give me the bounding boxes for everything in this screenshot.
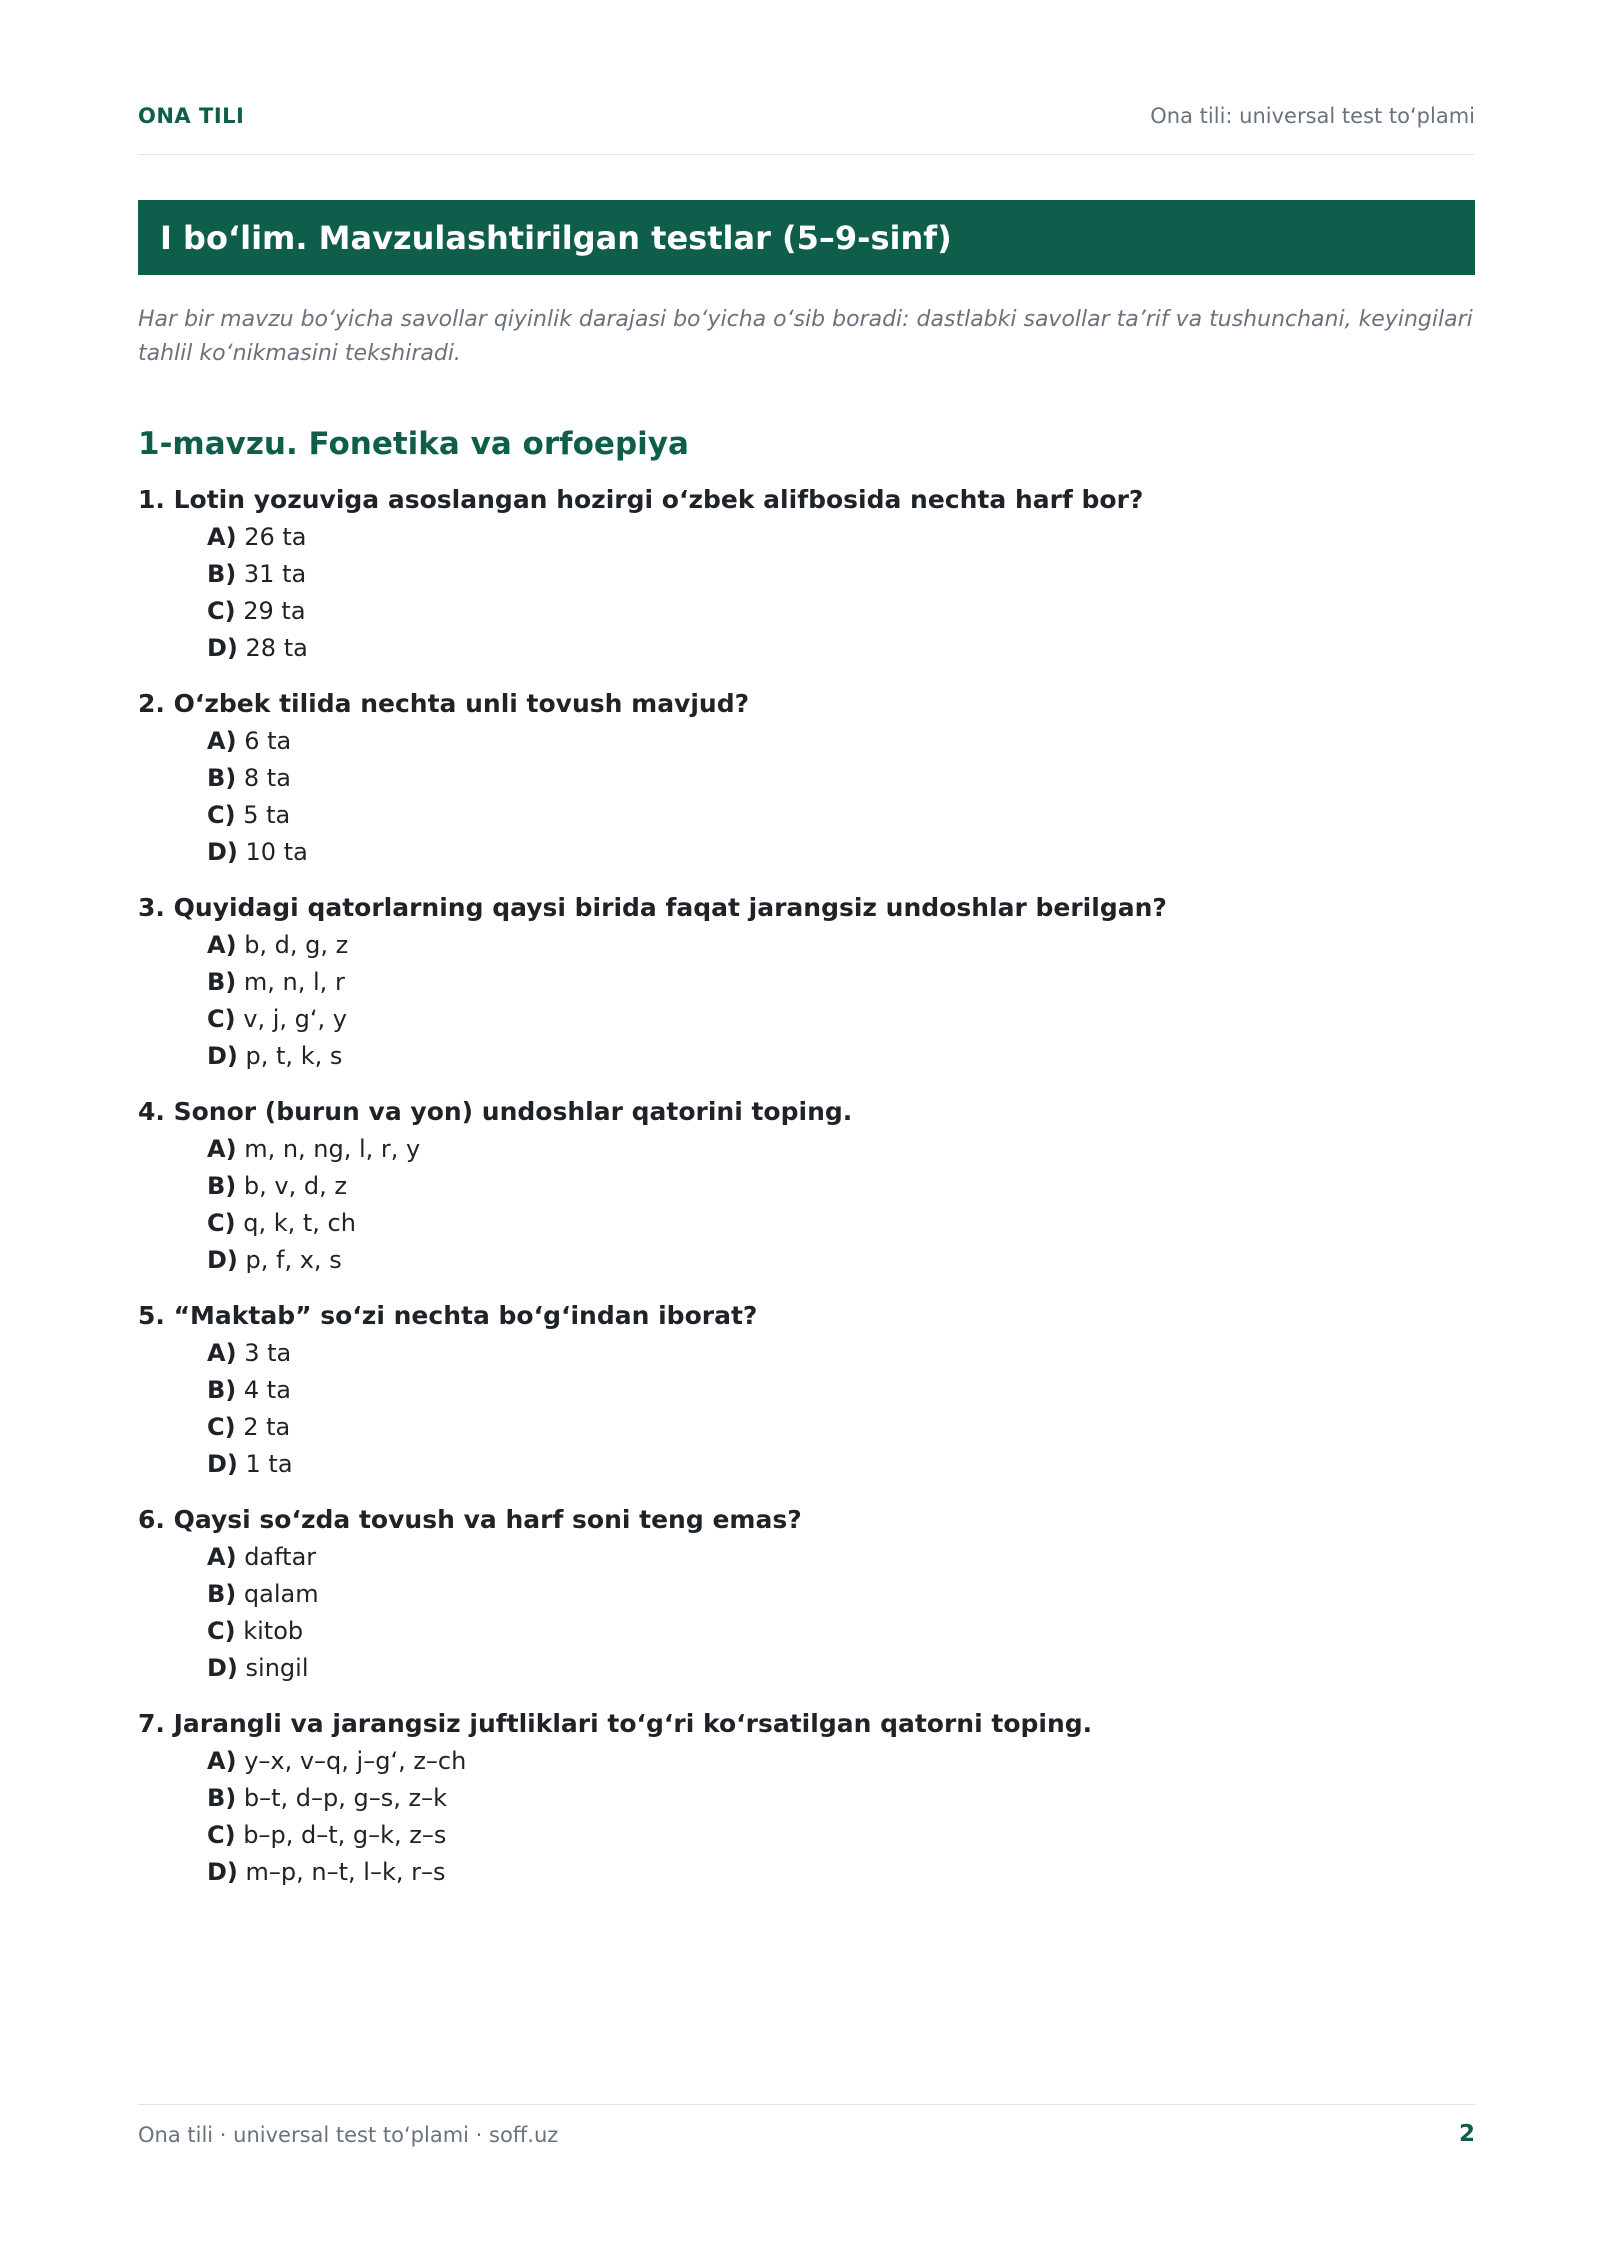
option-letter: D) — [207, 1858, 238, 1886]
option-text: b–p, d–t, g–k, z–s — [243, 1821, 447, 1849]
option-text: q, k, t, ch — [243, 1209, 356, 1237]
option-letter: B) — [207, 968, 237, 996]
option-text: m–p, n–t, l–k, r–s — [245, 1858, 446, 1886]
option-letter: C) — [207, 1005, 236, 1033]
option-text: m, n, ng, l, r, y — [244, 1135, 421, 1163]
option-letter: A) — [207, 727, 237, 755]
running-header — [138, 104, 1475, 155]
option-d — [207, 1242, 1475, 1279]
option-text: p, f, x, s — [245, 1246, 342, 1274]
option-text: 29 ta — [243, 597, 306, 625]
option-d — [207, 630, 1475, 667]
question-4 — [138, 1093, 1475, 1297]
option-d — [207, 834, 1475, 871]
option-text: y–x, v–q, j–g‘, z–ch — [244, 1747, 467, 1775]
option-letter: D) — [207, 1246, 238, 1274]
option-text: 28 ta — [245, 634, 308, 662]
option-letter: D) — [207, 1654, 238, 1682]
option-letter: C) — [207, 1617, 236, 1645]
option-letter: B) — [207, 560, 237, 588]
section-title: I bo‘lim. Mavzulashtirilgan testlar (5–9-sinf) — [160, 218, 952, 257]
option-b — [207, 1168, 1475, 1205]
option-list — [138, 723, 1475, 871]
question-list — [138, 481, 1475, 1909]
option-b — [207, 964, 1475, 1001]
option-letter: D) — [207, 838, 238, 866]
option-b — [207, 760, 1475, 797]
option-text: 2 ta — [243, 1413, 291, 1441]
option-b — [207, 1576, 1475, 1613]
option-a — [207, 1131, 1475, 1168]
option-list — [138, 519, 1475, 667]
question-text: 7. Jarangli va jarangsiz juftliklari to‘g‘ri ko‘rsatilgan qatorni toping. — [138, 1709, 1093, 1738]
option-c — [207, 1409, 1475, 1446]
option-letter: D) — [207, 1042, 238, 1070]
option-d — [207, 1446, 1475, 1483]
question-text: 5. “Maktab” so‘zi nechta bo‘g‘indan iborat? — [138, 1301, 758, 1330]
option-letter: A) — [207, 1543, 237, 1571]
question-text: 3. Quyidagi qatorlarning qaysi birida faqat jarangsiz undoshlar berilgan? — [138, 893, 1167, 922]
header-subject: ONA TILI — [138, 104, 245, 128]
option-text: 5 ta — [243, 801, 291, 829]
option-letter: B) — [207, 1784, 237, 1812]
option-text: daftar — [244, 1543, 317, 1571]
option-a — [207, 1743, 1475, 1780]
option-a — [207, 1335, 1475, 1372]
question-3 — [138, 889, 1475, 1093]
option-letter: B) — [207, 764, 237, 792]
option-letter: A) — [207, 1135, 237, 1163]
section-intro: Har bir mavzu bo‘yicha savollar qiyinlik darajasi bo‘yicha o‘sib boradi: dastlabki savollar ta’rif va tushunchani, keyingilari tahlil ko‘nikmasini tekshiradi. — [138, 307, 1473, 366]
option-text: b, v, d, z — [243, 1172, 347, 1200]
option-letter: D) — [207, 634, 238, 662]
option-letter: A) — [207, 1339, 237, 1367]
option-list — [138, 927, 1475, 1075]
question-text: 4. Sonor (burun va yon) undoshlar qatorini toping. — [138, 1097, 853, 1126]
option-a — [207, 1539, 1475, 1576]
option-letter: C) — [207, 597, 236, 625]
option-c — [207, 593, 1475, 630]
option-text: 8 ta — [243, 764, 291, 792]
question-text: 6. Qaysi so‘zda tovush va harf soni teng emas? — [138, 1505, 802, 1534]
option-c — [207, 1001, 1475, 1038]
question-6 — [138, 1501, 1475, 1705]
option-b — [207, 556, 1475, 593]
option-list — [138, 1743, 1475, 1891]
option-text: 31 ta — [243, 560, 307, 588]
option-letter: B) — [207, 1172, 237, 1200]
option-letter: B) — [207, 1580, 237, 1608]
option-b — [207, 1372, 1475, 1409]
question-5 — [138, 1297, 1475, 1501]
option-text: m, n, l, r — [243, 968, 345, 996]
option-letter: C) — [207, 1413, 236, 1441]
option-letter: A) — [207, 931, 237, 959]
option-text: 4 ta — [243, 1376, 291, 1404]
option-list — [138, 1539, 1475, 1687]
option-letter: C) — [207, 1209, 236, 1237]
option-text: 6 ta — [244, 727, 292, 755]
option-text: 10 ta — [245, 838, 308, 866]
question-1 — [138, 481, 1475, 685]
header-collection-title: Ona tili: universal test to‘plami — [1150, 104, 1475, 128]
topic-title: 1-mavzu. Fonetika va orfoepiya — [138, 426, 689, 462]
footer-source: Ona tili · universal test to‘plami · soff.uz — [138, 2123, 559, 2147]
question-text: 2. O‘zbek tilida nechta unli tovush mavjud? — [138, 689, 750, 718]
option-text: kitob — [243, 1617, 304, 1645]
option-b — [207, 1780, 1475, 1817]
option-a — [207, 927, 1475, 964]
document-page — [138, 0, 1475, 2262]
question-2 — [138, 685, 1475, 889]
option-a — [207, 723, 1475, 760]
option-d — [207, 1650, 1475, 1687]
option-text: v, j, g‘, y — [243, 1005, 347, 1033]
option-letter: C) — [207, 801, 236, 829]
option-a — [207, 519, 1475, 556]
question-text: 1. Lotin yozuviga asoslangan hozirgi o‘zbek alifbosida nechta harf bor? — [138, 485, 1144, 514]
section-banner — [138, 200, 1475, 275]
option-list — [138, 1335, 1475, 1483]
option-letter: D) — [207, 1450, 238, 1478]
option-letter: C) — [207, 1821, 236, 1849]
option-list — [138, 1131, 1475, 1279]
option-c — [207, 1613, 1475, 1650]
option-text: 26 ta — [244, 523, 307, 551]
option-d — [207, 1038, 1475, 1075]
option-text: 1 ta — [245, 1450, 293, 1478]
option-text: qalam — [243, 1580, 319, 1608]
page-number: 2 — [1458, 2121, 1475, 2147]
option-letter: A) — [207, 1747, 237, 1775]
option-c — [207, 1817, 1475, 1854]
option-d — [207, 1854, 1475, 1891]
option-text: b, d, g, z — [244, 931, 349, 959]
option-text: p, t, k, s — [245, 1042, 343, 1070]
option-letter: B) — [207, 1376, 237, 1404]
running-footer — [138, 2104, 1475, 2165]
option-text: 3 ta — [244, 1339, 292, 1367]
option-text: b–t, d–p, g–s, z–k — [243, 1784, 448, 1812]
option-text: singil — [245, 1654, 309, 1682]
question-7 — [138, 1705, 1475, 1909]
option-letter: A) — [207, 523, 237, 551]
option-c — [207, 1205, 1475, 1242]
option-c — [207, 797, 1475, 834]
